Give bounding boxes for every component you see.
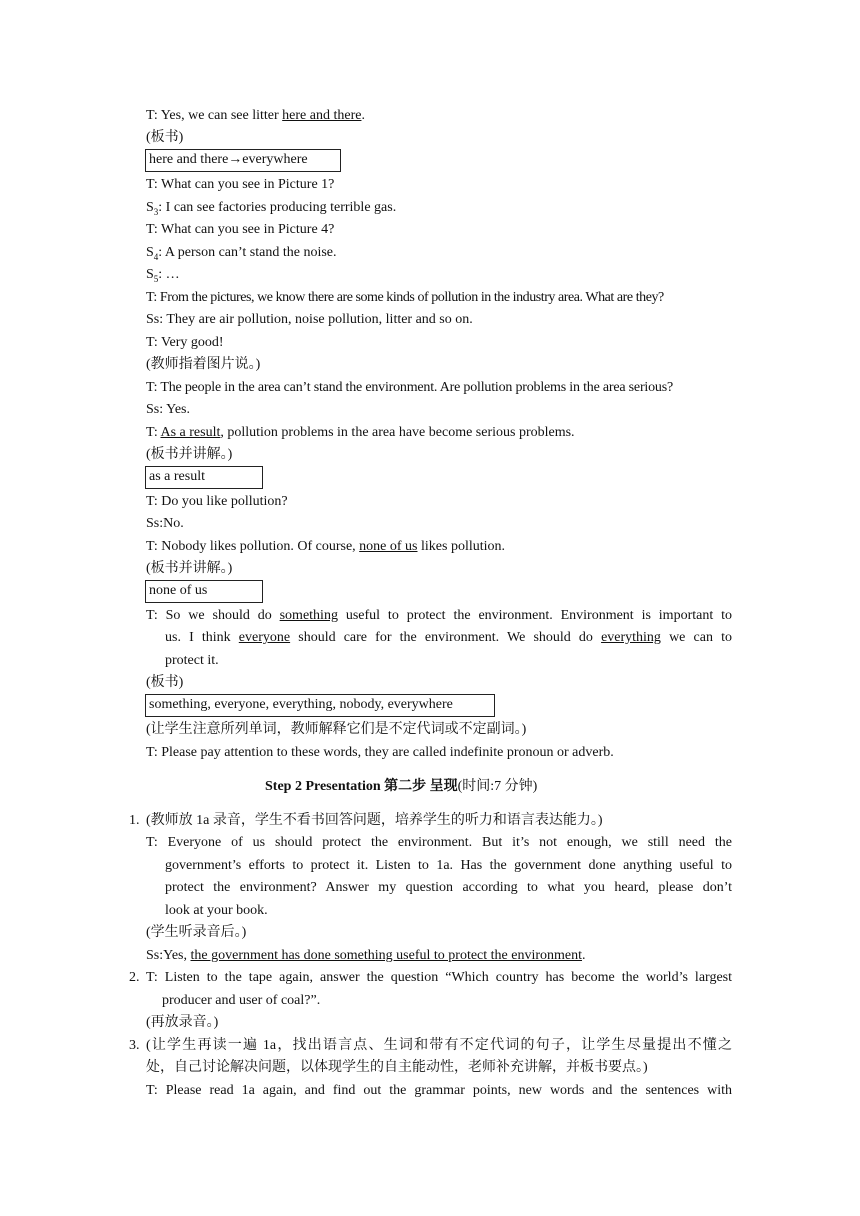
note-line: (板书) — [146, 130, 184, 145]
dialogue-line: government’s efforts to protect it. Listen to 1a. Has the government done anything useful to — [165, 858, 732, 873]
text: likes pollution. — [417, 539, 505, 554]
underlined-word: everything — [601, 630, 661, 645]
note-line: (板书) — [146, 675, 184, 690]
text: useful to protect the environment. Environment is important to — [337, 608, 732, 623]
dialogue-line: Ss:No. — [146, 516, 184, 531]
note-line: (教师放 1a 录音，学生不看书回答问题，培养学生的听力和语言表达能力。) — [146, 813, 603, 828]
note-line: (板书并讲解。) — [146, 447, 233, 462]
dialogue-line: T: Do you like pollution? — [146, 494, 288, 509]
underlined-phrase: As a result — [160, 425, 221, 440]
text: us. I think — [165, 630, 239, 645]
dialogue-line: protect it. — [165, 653, 219, 668]
text: : I can see factories producing terrible gas. — [158, 200, 397, 215]
underlined-answer: the government has done something useful to protect the environment — [190, 948, 583, 963]
dialogue-line: T: Everyone of us should protect the environment. But it’s not enough, we still need the — [146, 835, 732, 850]
dialogue-line — [146, 947, 586, 965]
dialogue-line: T: Very good! — [146, 335, 224, 350]
dialogue-line: T: Please read 1a again, and find out the grammar points, new words and the sentences with — [146, 1083, 732, 1098]
text: T: Yes, we can see litter — [146, 108, 283, 123]
dialogue-line: Ss: Yes. — [146, 402, 190, 417]
dialogue-line: look at your book. — [165, 903, 268, 918]
speaker: S — [146, 267, 154, 282]
speaker: S — [146, 245, 154, 260]
underlined-word: everyone — [238, 630, 291, 645]
board-box: here and there→everywhere — [145, 149, 341, 172]
dialogue-line — [146, 424, 575, 442]
text: we can to — [660, 630, 732, 645]
dialogue-line: Ss: They are air pollution, noise pollution, litter and so on. — [146, 312, 473, 327]
dialogue-line — [146, 538, 505, 556]
text: T: Nobody likes pollution. Of course, — [146, 539, 360, 554]
heading-bold: Step 2 Presentation 第二步 呈现 — [265, 779, 458, 794]
underlined-phrase: here and there — [282, 108, 362, 123]
dialogue-line: T: What can you see in Picture 4? — [146, 222, 335, 237]
item-number: 2. — [129, 970, 140, 985]
heading-time: (时间:7 分钟) — [457, 779, 538, 794]
text: T: — [146, 425, 161, 440]
speaker-sub: 5 — [153, 273, 159, 284]
dialogue-line — [146, 244, 337, 266]
note-line: (学生听录音后。) — [146, 925, 247, 940]
text: , pollution problems in the area have become serious problems. — [220, 425, 575, 440]
note-line: (让学生再读一遍 1a，找出语言点、生词和带有不定代词的句子，让学生尽量提出不懂之 — [146, 1038, 732, 1053]
speaker-sub: 3 — [153, 206, 159, 217]
text: . — [361, 108, 365, 123]
text: T: So we should do — [146, 608, 280, 623]
board-box: something, everyone, everything, nobody, everywhere — [145, 694, 495, 717]
dialogue-line — [146, 266, 180, 288]
underlined-phrase: none of us — [359, 539, 418, 554]
note-line: (教师指着图片说。) — [146, 357, 261, 372]
text: . — [582, 948, 586, 963]
dialogue-line — [165, 629, 732, 647]
text: : … — [158, 267, 180, 282]
dialogue-line: T: What can you see in Picture 1? — [146, 177, 335, 192]
dialogue-line: T: From the pictures, we know there are some kinds of pollution in the industry area. What are they? — [146, 290, 664, 305]
item-number: 1. — [129, 813, 140, 828]
note-line: 处，自己讨论解决问题，以体现学生的自主能动性，老师补充讲解，并板书要点。) — [146, 1060, 648, 1075]
speaker: S — [146, 200, 154, 215]
dialogue-line: T: Please pay attention to these words, they are called indefinite pronoun or adverb. — [146, 745, 614, 760]
section-heading — [265, 778, 537, 796]
dialogue-line: T: Listen to the tape again, answer the question “Which country has become the world’s largest — [146, 970, 732, 985]
note-line: (让学生注意所列单词，教师解释它们是不定代词或不定副词。) — [146, 722, 527, 737]
note-line: (板书并讲解。) — [146, 561, 233, 576]
dialogue-line: T: The people in the area can’t stand the environment. Are pollution problems in the area serious? — [146, 380, 673, 395]
underlined-word: something — [279, 608, 338, 623]
text: : A person can’t stand the noise. — [158, 245, 337, 260]
dialogue-line: producer and user of coal?”. — [162, 993, 321, 1008]
board-box: none of us — [145, 580, 263, 603]
dialogue-line: protect the environment? Answer my question according to what you heard, please don’t — [165, 880, 732, 895]
item-number: 3. — [129, 1038, 140, 1053]
note-line: (再放录音。) — [146, 1015, 219, 1030]
dialogue-line — [146, 199, 396, 221]
dialogue-line — [146, 607, 732, 625]
board-box: as a result — [145, 466, 263, 489]
speaker-sub: 4 — [153, 251, 159, 262]
text: should care for the environment. We should do — [290, 630, 602, 645]
dialogue-line — [146, 107, 365, 125]
text: Ss:Yes, — [146, 948, 191, 963]
